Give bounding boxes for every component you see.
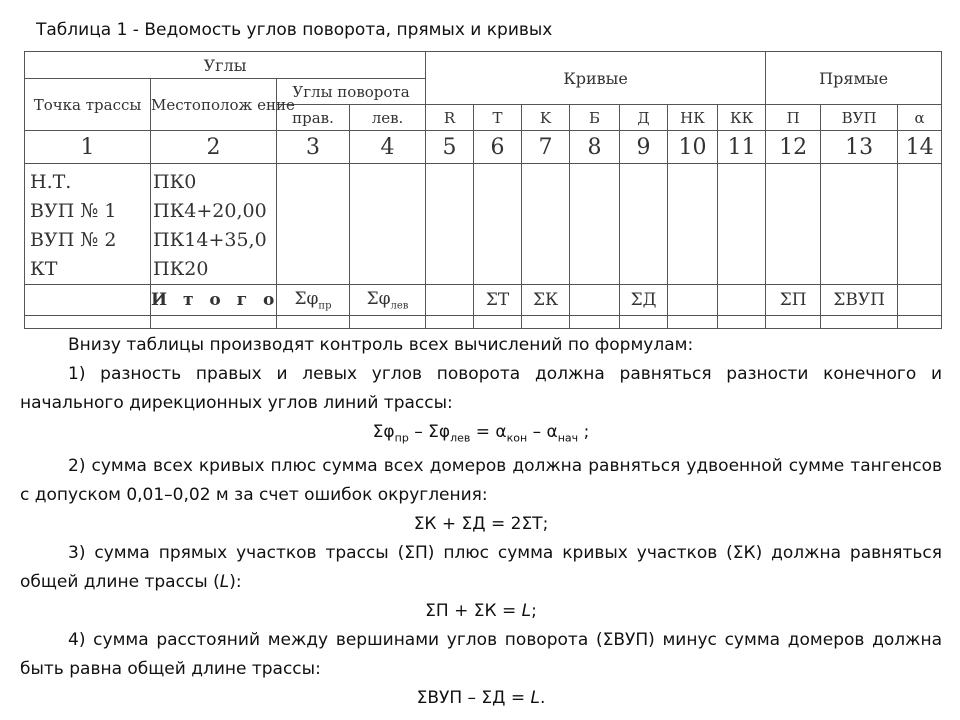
formula-3-part: ΣП + ΣК =: [425, 601, 522, 622]
rule-3-text: 3) сумма прямых участков трассы (ΣП) плюс сумма кривых участков (ΣК) должна равняться общей длине трассы (: [20, 543, 942, 593]
point-name: Н.Т.: [30, 171, 72, 193]
points-cell: [25, 164, 151, 285]
empty-cell: [898, 316, 942, 329]
empty-cell: [766, 164, 821, 285]
column-number: 7: [522, 131, 570, 164]
empty-cell: [522, 316, 570, 329]
formula-3-end: ;: [531, 601, 537, 622]
empty-cell: [570, 285, 620, 316]
total-tangents: ΣТ: [474, 285, 522, 316]
header-straight-col: α: [898, 105, 942, 131]
locations-cell: [151, 164, 277, 285]
header-turn-angles: Углы поворота: [277, 79, 426, 105]
empty-cell: [718, 285, 766, 316]
total-vup: ΣВУП: [821, 285, 898, 316]
location-value: ПК4+20,00: [153, 200, 267, 222]
header-right: прав.: [277, 105, 350, 131]
header-curve-col: T: [474, 105, 522, 131]
rule-2-paragraph: 2) сумма всех кривых плюс сумма всех домеров должна равняться удвоенной сумме тангенсов с допуском 0,01–0,02 м за счет ошибок округления:: [20, 456, 942, 506]
header-curve-col: Д: [620, 105, 668, 131]
empty-cell: [718, 316, 766, 329]
column-number: 6: [474, 131, 522, 164]
empty-cell: [668, 164, 718, 285]
empty-cell: [821, 316, 898, 329]
total-left-angles: [350, 285, 426, 316]
total-left-subscript: лев: [390, 300, 409, 312]
formula-1-sub: кон: [506, 431, 528, 445]
header-straight-col: ВУП: [821, 105, 898, 131]
formula-4: [20, 684, 942, 713]
total-curves: ΣК: [522, 285, 570, 316]
empty-cell: [718, 164, 766, 285]
header-curve-col: K: [522, 105, 570, 131]
body-text: [20, 331, 942, 713]
formula-1-part: – α: [527, 422, 558, 442]
location-value: ПК20: [153, 258, 209, 280]
point-name: ВУП № 1: [30, 200, 117, 222]
empty-cell: [620, 164, 668, 285]
empty-cell: [620, 316, 668, 329]
empty-cell: [570, 164, 620, 285]
column-number: 3: [277, 131, 350, 164]
empty-cell: [426, 316, 474, 329]
empty-cell: [522, 164, 570, 285]
header-curve-col: R: [426, 105, 474, 131]
empty-cell: [474, 316, 522, 329]
empty-cell: [151, 316, 277, 329]
column-number: 4: [350, 131, 426, 164]
empty-cell: [277, 164, 350, 285]
total-label: И т о г о: [151, 285, 277, 316]
column-number: 11: [718, 131, 766, 164]
empty-cell: [668, 316, 718, 329]
column-number: 12: [766, 131, 821, 164]
header-curve-col: НК: [668, 105, 718, 131]
empty-cell: [25, 285, 151, 316]
formula-4-part: ΣВУП – ΣД =: [416, 688, 531, 709]
rule-3-L: L: [219, 572, 230, 593]
point-name: ВУП № 2: [30, 229, 117, 251]
formula-4-end: .: [540, 688, 546, 709]
total-right-symbol: Σφ: [294, 288, 319, 309]
empty-cell: [668, 285, 718, 316]
empty-cell: [426, 285, 474, 316]
header-left: лев.: [350, 105, 426, 131]
formula-1: [20, 418, 942, 452]
formula-1-part: – Σφ: [408, 422, 451, 442]
empty-cell: [766, 316, 821, 329]
column-number: 1: [25, 131, 151, 164]
column-number: 8: [570, 131, 620, 164]
column-number: 5: [426, 131, 474, 164]
column-number: 2: [151, 131, 277, 164]
statement-table: [24, 51, 942, 329]
total-left-symbol: Σφ: [366, 288, 391, 309]
column-number: 10: [668, 131, 718, 164]
empty-cell: [898, 285, 942, 316]
header-curves: Кривые: [426, 52, 766, 105]
header-straight-col: П: [766, 105, 821, 131]
header-location: Местополож ение: [151, 79, 277, 131]
location-value: ПК14+35,0: [153, 229, 267, 251]
formula-3: [20, 597, 942, 626]
header-curve-col: Б: [570, 105, 620, 131]
total-domers: ΣД: [620, 285, 668, 316]
table-caption: Таблица 1 - Ведомость углов поворота, прямых и кривых: [36, 20, 553, 40]
empty-cell: [426, 164, 474, 285]
empty-cell: [821, 164, 898, 285]
point-name: КТ: [30, 258, 58, 280]
header-angles: Углы: [25, 52, 426, 79]
header-point: Точка трассы: [25, 79, 151, 131]
empty-cell: [25, 316, 151, 329]
total-right-subscript: пр: [318, 300, 332, 312]
total-right-angles: [277, 285, 350, 316]
empty-cell: [570, 316, 620, 329]
column-number: 14: [898, 131, 942, 164]
formula-1-sub: лев: [450, 431, 471, 445]
intro-paragraph: Внизу таблицы производят контроль всех вычислений по формулам:: [68, 335, 694, 355]
location-value: ПК0: [153, 171, 197, 193]
statement-table-image: [24, 51, 941, 323]
header-curve-col: КК: [718, 105, 766, 131]
rule-3-paragraph: [20, 539, 942, 597]
column-number: 13: [821, 131, 898, 164]
empty-cell: [474, 164, 522, 285]
total-straights: ΣП: [766, 285, 821, 316]
formula-3-L: L: [521, 601, 532, 622]
formula-1-sub: пр: [394, 431, 409, 445]
formula-1-part: = α: [470, 422, 507, 442]
empty-cell: [350, 316, 426, 329]
empty-cell: [350, 164, 426, 285]
rule-3-text-end: ):: [229, 572, 242, 593]
header-straights: Прямые: [766, 52, 942, 105]
column-number: 9: [620, 131, 668, 164]
formula-4-L: L: [530, 688, 540, 709]
formula-1-part: Σφ: [372, 422, 395, 442]
formula-1-sub: нач: [557, 431, 579, 445]
formula-1-part: ;: [578, 422, 590, 442]
empty-cell: [898, 164, 942, 285]
rule-1-paragraph: 1) разность правых и левых углов поворота должна равняться разности конечного и начального дирекционных углов линий трассы:: [20, 364, 942, 413]
rule-4-paragraph: 4) сумма расстояний между вершинами углов поворота (ΣВУП) минус сумма домеров должна быть равна общей длине трассы:: [20, 630, 942, 680]
empty-cell: [277, 316, 350, 329]
formula-2: ΣК + ΣД = 2ΣТ;: [413, 514, 549, 535]
